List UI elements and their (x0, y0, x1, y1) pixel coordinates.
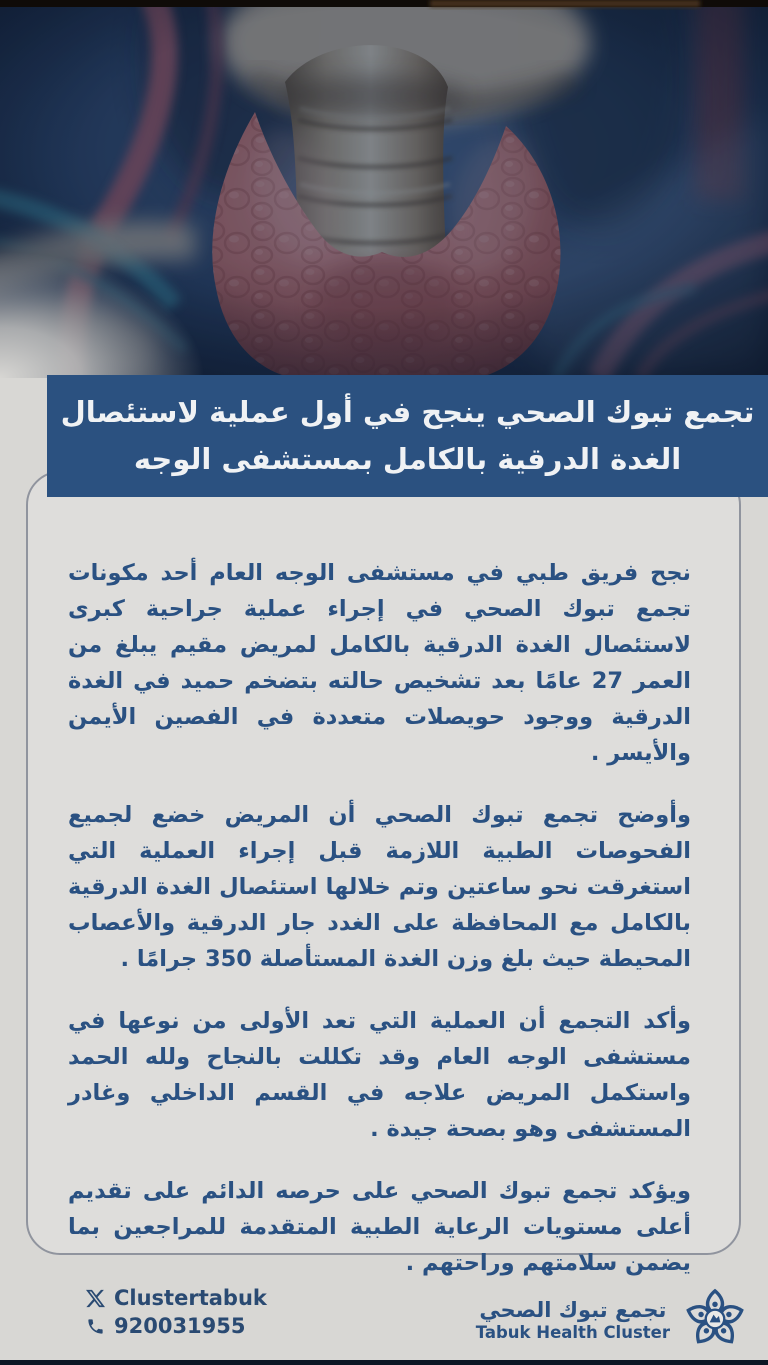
title-line-2: الغدة الدرقية بالكامل بمستشفى الوجه (133, 442, 682, 476)
title-line-1: تجمع تبوك الصحي ينجح في أول عملية لاستئصال (60, 395, 755, 429)
cluster-logo-arabic: تجمع تبوك الصحي (479, 1297, 667, 1322)
phone-number: 920031955 (114, 1314, 246, 1338)
footer-contacts (86, 1284, 267, 1340)
cluster-flower-icon (682, 1278, 748, 1362)
cluster-logo-english: Tabuk Health Cluster (475, 1322, 670, 1342)
article-paragraph: وأوضح تجمع تبوك الصحي أن المريض خضع لجميع الفحوصات الطبية اللازمة قبل إجراء العملية التي استغرقت نحو ساعتين وتم خلالها استئصال الغدة الدرقية بالكامل مع المحافظة على الغدد جار الدرقية والأعصاب المحيطة حيث بلغ وزن الغدة المستأصلة 350 جرامًا . (68, 802, 691, 972)
article-paragraph: نجح فريق طبي في مستشفى الوجه العام أحد مكونات تجمع تبوك الصحي في إجراء عملية جراحية كبرى لاستئصال الغدة الدرقية بالكامل لمريض مقيم يبلغ من العمر 27 عامًا بعد تشخيص حالته بتضخم حميد في الغدة الدرقية ووجود حويصلات متعددة في الفصين الأيمن والأيسر . (68, 560, 691, 766)
phone-row (86, 1312, 267, 1340)
cluster-logo (476, 1278, 748, 1362)
article-paragraph: وأكد التجمع أن العملية التي تعد الأولى من نوعها في مستشفى الوجه العام وقد تكللت بالنجاح ولله الحمد واستكمل المريض علاجه في القسم الداخلي وغادر المستشفى وهو بصحة جيدة . (68, 1008, 691, 1142)
x-handle-row (86, 1284, 267, 1312)
x-handle: Clustertabuk (114, 1286, 267, 1310)
thyroid-illustration-svg (0, 0, 768, 378)
cluster-logo-names (476, 1297, 670, 1344)
x-icon (86, 1289, 105, 1308)
phone-icon (86, 1317, 105, 1336)
article-paragraph: ويؤكد تجمع تبوك الصحي على حرصه الدائم على تقديم أعلى مستويات الرعاية الطبية المتقدمة للمراجعين بما يضمن سلامتهم وراحتهم . (68, 1178, 691, 1276)
article-text (68, 555, 691, 1307)
article-card (26, 471, 741, 1276)
thyroid-illustration (0, 0, 768, 378)
bottom-strip (0, 1360, 768, 1365)
title-banner (47, 375, 768, 497)
